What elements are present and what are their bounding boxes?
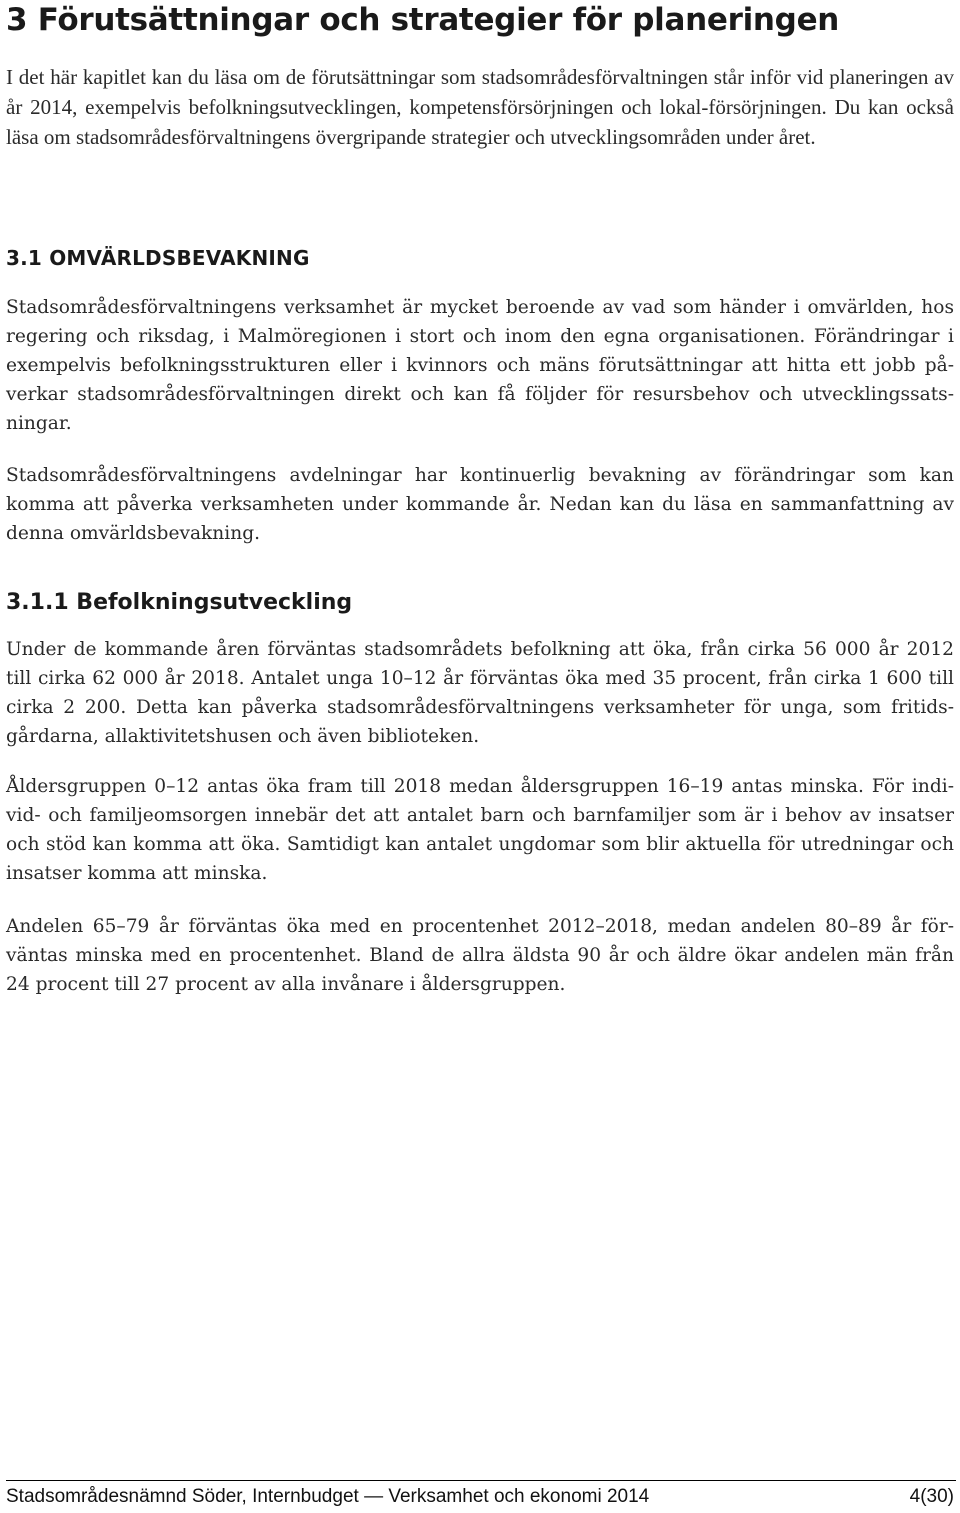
footer-divider <box>6 1480 956 1481</box>
chapter-title: 3 Förutsättningar och strategier för planeringen <box>6 2 840 38</box>
befolkning-paragraph-2: Åldersgruppen 0–12 antas öka fram till 2018 medan åldersgruppen 16–19 antas minska. För indi-vid- och familjeomsorgen innebär det att antalet barn och barnfamiljer som är i behov av insatser och stöd kan komma att öka. Samtidigt kan antalet ungdomar som blir aktuella för utredningar och insatser komma att minska. <box>6 776 954 884</box>
befolkning-paragraph-3: Andelen 65–79 år förväntas öka med en procentenhet 2012–2018, medan andelen 80–89 år för-väntas minska med en procentenhet. Bland de allra äldsta 90 år och äldre ökar andelen män från 24 procent till 27 procent av alla invånare i åldersgruppen. <box>6 916 954 995</box>
footer-document-title: Stadsområdesnämnd Söder, Internbudget — Verksamhet och ekonomi 2014 <box>6 1486 650 1507</box>
section-heading-omvarldsbevakning: 3.1 OMVÄRLDSBEVAKNING <box>6 246 310 270</box>
section-heading-befolkningsutveckling: 3.1.1 Befolkningsutveckling <box>6 590 353 615</box>
chapter-intro: I det här kapitlet kan du läsa om de förutsättningar som stadsområdesförvaltningen står inför vid planeringen av år 2014, exempelvis befolkningsutvecklingen, kompetensförsörjningen och lokal-försörjningen. Du kan också läsa om stadsområdesförvaltningens övergripande strategier och utvecklingsområden under året. <box>6 65 954 149</box>
befolkning-paragraph-1: Under de kommande åren förväntas stadsområdets befolkning att öka, från cirka 56 000 år 2012 till cirka 62 000 år 2018. Antalet unga 10–12 år förväntas öka med 35 procent, från cirka 1 600 till cirka 2 200. Detta kan påverka stadsområdesförvaltningens verksamheter för unga, som fritids-gårdarna, allaktivitetshusen och även biblioteken. <box>6 639 954 747</box>
footer-page-number: 4(30) <box>909 1486 954 1507</box>
omvarld-paragraph-1: Stadsområdesförvaltningens verksamhet är mycket beroende av vad som händer i omvärlden, hos regering och riksdag, i Malmöregionen i stort och inom den egna organisationen. Förändringar i exempelvis befolkningsstrukturen eller i kvinnors och mäns förutsättningar att hitta ett jobb på-verkar stadsområdesförvaltningen direkt och kan få följder för resursbehov och utvecklingssats-ningar. <box>6 297 954 434</box>
omvarld-paragraph-2: Stadsområdesförvaltningens avdelningar har kontinuerlig bevakning av förändringar som kan komma att påverka verksamheten under kommande år. Nedan kan du läsa en sammanfattning av denna omvärldsbevakning. <box>6 465 954 544</box>
